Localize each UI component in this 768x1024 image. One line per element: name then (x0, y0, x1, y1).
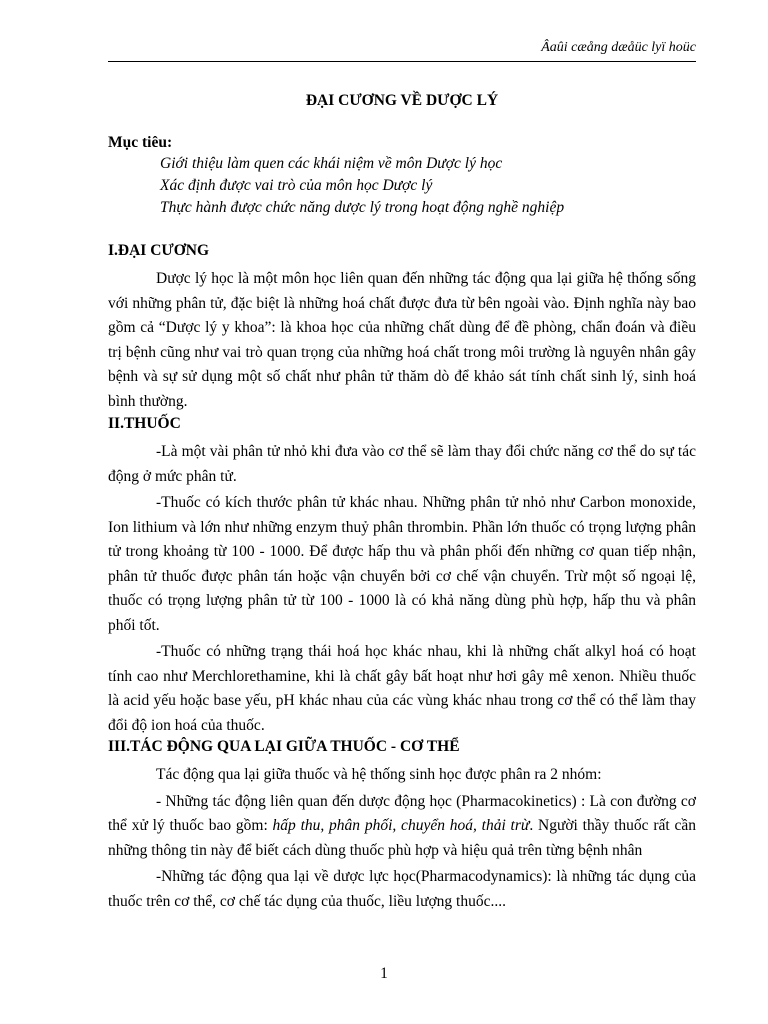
section-introduction (108, 240, 696, 414)
section-drugs (108, 413, 696, 738)
objectives-block (108, 133, 696, 219)
objective-item: Giới thiệu làm quen các khái niệm về môn Dược lý học (160, 155, 503, 172)
header-divider (108, 61, 696, 62)
paragraph: -Là một vài phân tử nhỏ khi đưa vào cơ thể sẽ làm thay đổi chức năng cơ thể do sự tác động ở mức phân tử. (108, 443, 696, 485)
paragraph-pharmacodynamics: -Những tác động qua lại về dược lực học(Pharmacodynamics): là những tác dụng của thuốc trên cơ thể, cơ chế tác dụng của thuốc, liều lượng thuốc.... (108, 868, 696, 910)
objective-item: Xác định được vai trò của môn học Dược lý (160, 177, 433, 194)
objectives-label: Mục tiêu: (108, 134, 173, 151)
section-heading: III.TÁC ĐỘNG QUA LẠI GIỮA THUỐC - CƠ THỂ (108, 738, 460, 755)
section-heading: II.THUỐC (108, 415, 181, 432)
document-title: ĐẠI CƯƠNG VỀ DƯỢC LÝ (305, 92, 499, 109)
pk-emphasis: hấp thu, phân phối, chuyển hoá, thải trừ (272, 817, 530, 834)
paragraph: Dược lý học là một môn học liên quan đến những tác động qua lại giữa hệ thống sống với những phân tử, đặc biệt là những hoá chất được đưa từ bên ngoài vào. Định nghĩa này bao gồm cả “Dược lý y khoa”: là khoa học của những chất dùng để đề phòng, chẩn đoán và điều trị bệnh cũng như vai trò quan trọng của những hoá chất trong môi trường là nguyên nhân gây bệnh và sự sử dụng một số chất như phân tử thăm dò để khảo sát tính chất sinh lý, sinh hoá bình thường. (108, 270, 696, 410)
section-heading: I.ĐẠI CƯƠNG (108, 242, 210, 259)
page-number: 1 (380, 965, 388, 982)
pk-tail: . Người thầy thuốc rất cần những thông tin này để biết cách dùng thuốc phù hợp và hiệu quả trên từng bệnh nhân (108, 817, 696, 859)
section-drug-body-interaction (108, 736, 696, 914)
pk-lead: - Những tác động liên quan đến dược động học (Pharmacokinetics) : Là con đường cơ thể xử lý thuốc bao gồm: (108, 792, 696, 834)
paragraph-pharmacokinetics (108, 790, 696, 864)
running-header: Âaûi cæång dæåüc lyï hoüc (541, 40, 696, 55)
objective-item: Thực hành được chức năng dược lý trong hoạt động nghề nghiệp (160, 199, 565, 216)
paragraph: -Thuốc có kích thước phân tử khác nhau. Những phân tử nhỏ như Carbon monoxide, Ion lithium và lớn như những enzym thuỷ phân thrombin. Phần lớn thuốc có trọng lượng phân tử trong khoảng từ 100 - 1000. Để được hấp thu và phân phối đến những cơ quan tiếp nhận, phân tử thuốc được phân tán hoặc vận chuyển bởi cơ chế vận chuyển. Trừ một số ngoại lệ, thuốc có trọng lượng phân tử từ 100 - 1000 là có khả năng dùng phù hợp, hấp thu và phân phối tốt. (108, 494, 696, 634)
paragraph: Tác động qua lại giữa thuốc và hệ thống sinh học được phân ra 2 nhóm: (156, 766, 602, 783)
paragraph: -Thuốc có những trạng thái hoá học khác nhau, khi là những chất alkyl hoá có hoạt tính cao như Merchlorethamine, khi là chất gây bất hoạt như hơi gây mê xenon. Nhiều thuốc là acid yếu hoặc base yếu, pH khác nhau của các vùng khác nhau trong cơ thể có thể làm thay đổi độ ion hoá của thuốc. (108, 643, 696, 734)
